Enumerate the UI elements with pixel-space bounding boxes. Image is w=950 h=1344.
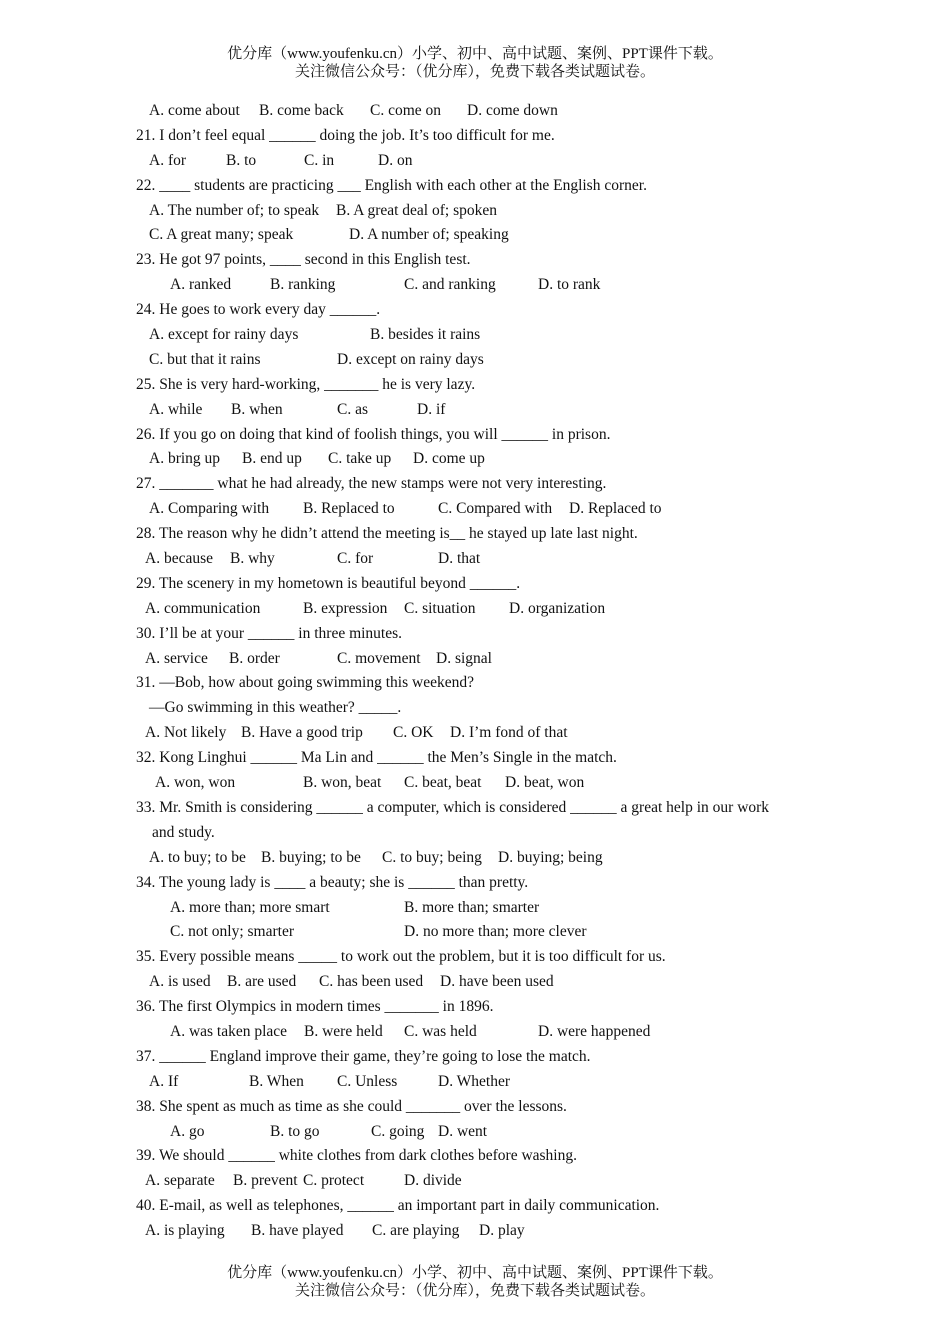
answer-option: C. are playing xyxy=(372,1222,460,1240)
answer-option: B. A great deal of; spoken xyxy=(336,201,497,219)
answer-option: B. more than; smarter xyxy=(404,898,540,916)
answer-options-row xyxy=(136,970,836,995)
question-text: 24. He goes to work every day ______. xyxy=(136,301,381,319)
question-text: 37. ______ England improve their game, they’re going to lose the match. xyxy=(136,1047,591,1065)
answer-option: A. except for rainy days xyxy=(149,326,299,344)
header-line-2: 关注微信公众号：（优分库），免费下载各类试题试卷。 xyxy=(294,64,655,80)
question-text: 40. E-mail, as well as telephones, ______ an important part in daily communication. xyxy=(136,1197,660,1215)
answer-option: B. when xyxy=(231,400,283,418)
answer-options-row xyxy=(136,1020,836,1045)
answer-option: A. more than; more smart xyxy=(170,898,330,916)
answer-option: A. The number of; to speak xyxy=(149,201,320,219)
answer-option: C. to buy; being xyxy=(382,848,482,866)
answer-option: D. were happened xyxy=(538,1022,651,1040)
answer-option: D. I’m fond of that xyxy=(450,724,568,742)
question-text: 31. —Bob, how about going swimming this weekend? xyxy=(136,674,474,692)
answer-option: D. A number of; speaking xyxy=(349,226,509,244)
answer-options-row xyxy=(136,896,836,921)
page-header xyxy=(0,45,950,81)
answer-option: B. besides it rains xyxy=(370,326,481,344)
answer-option: C. was held xyxy=(404,1022,477,1040)
answer-option: A. while xyxy=(149,400,203,418)
answer-options-row xyxy=(136,846,836,871)
answer-option: A. come about xyxy=(149,102,240,119)
answer-option: A. ranked xyxy=(170,276,232,294)
answer-option: D. have been used xyxy=(440,973,554,991)
answer-option: D. signal xyxy=(436,649,492,667)
answer-option: B. have played xyxy=(251,1222,344,1240)
answer-options-row xyxy=(136,721,836,746)
answer-options-row xyxy=(136,199,836,224)
answer-option: C. come on xyxy=(370,102,442,119)
answer-option: D. no more than; more clever xyxy=(404,923,587,941)
answer-option: D. went xyxy=(438,1122,488,1140)
question-text: 34. The young lady is ____ a beauty; she is ______ than pretty. xyxy=(136,873,529,891)
answer-option: D. come down xyxy=(467,102,558,119)
answer-options-row xyxy=(136,1169,836,1194)
answer-option: D. that xyxy=(438,550,481,568)
answer-option: A. to buy; to be xyxy=(149,848,246,866)
answer-option: A. service xyxy=(145,649,208,667)
answer-option: C. take up xyxy=(328,450,392,468)
answer-option: B. expression xyxy=(303,599,388,617)
answer-option: B. won, beat xyxy=(303,774,382,792)
question-text: 35. Every possible means _____ to work out the problem, but it is too difficult for us. xyxy=(136,948,666,966)
answer-option: D. come up xyxy=(413,450,485,468)
question-text: 38. She spent as much as time as she could _______ over the lessons. xyxy=(136,1097,567,1115)
answer-options-row xyxy=(136,497,836,522)
answer-option: D. Whether xyxy=(438,1072,511,1090)
answer-option: D. Replaced to xyxy=(569,500,662,518)
question-text: 26. If you go on doing that kind of foolish things, you will ______ in prison. xyxy=(136,425,611,443)
question-text: and study. xyxy=(152,823,215,841)
answer-options-row xyxy=(136,149,836,174)
answer-options-row xyxy=(136,223,836,248)
answer-option: C. not only; smarter xyxy=(170,923,294,941)
answer-option: A. for xyxy=(149,151,187,169)
answer-options-row xyxy=(136,273,836,298)
answer-option: B. come back xyxy=(259,102,344,119)
answer-option: C. A great many; speak xyxy=(149,226,294,244)
page-footer xyxy=(0,1264,950,1300)
answer-option: C. and ranking xyxy=(404,276,496,294)
answer-options-row xyxy=(136,447,836,472)
answer-option: B. When xyxy=(249,1072,304,1090)
answer-option: A. is playing xyxy=(145,1222,225,1240)
answer-option: B. why xyxy=(230,550,275,568)
answer-option: A. bring up xyxy=(149,450,221,468)
question-text: 32. Kong Linghui ______ Ma Lin and ______ the Men’s Single in the match. xyxy=(136,749,617,767)
answer-options-row xyxy=(136,323,836,348)
answer-option: B. order xyxy=(229,649,280,667)
answer-option: C. going xyxy=(371,1122,425,1140)
answer-option: A. go xyxy=(170,1122,205,1140)
answer-option: B. Replaced to xyxy=(303,500,395,518)
answer-options-row xyxy=(136,1120,836,1145)
answer-options-row xyxy=(136,1219,836,1244)
answer-option: B. ranking xyxy=(270,276,336,294)
answer-option: C. in xyxy=(304,151,335,169)
question-text: 25. She is very hard-working, _______ he is very lazy. xyxy=(136,375,476,393)
answer-option: C. OK xyxy=(393,724,434,742)
answer-options-row xyxy=(136,547,836,572)
answer-options-row xyxy=(136,348,836,373)
question-text: 36. The first Olympics in modern times _______ in 1896. xyxy=(136,998,494,1016)
answer-option: B. are used xyxy=(227,973,297,991)
answer-option: B. Have a good trip xyxy=(241,724,363,742)
answer-option: A. was taken place xyxy=(170,1022,288,1040)
answer-option: D. buying; being xyxy=(498,848,603,866)
answer-option: C. for xyxy=(337,550,374,568)
answer-option: D. beat, won xyxy=(505,774,585,792)
answer-option: D. if xyxy=(417,400,446,418)
question-text: 23. He got 97 points, ____ second in this English test. xyxy=(136,251,471,269)
answer-options-row xyxy=(136,597,836,622)
answer-options-row xyxy=(136,398,836,423)
answer-option: B. buying; to be xyxy=(261,848,361,866)
answer-option: C. situation xyxy=(404,599,476,617)
answer-option: D. except on rainy days xyxy=(337,350,484,368)
question-text: 33. Mr. Smith is considering ______ a computer, which is considered ______ a great help in our work xyxy=(136,798,770,816)
question-text: 28. The reason why he didn’t attend the meeting is__ he stayed up late last night. xyxy=(136,525,638,543)
answer-option: C. Unless xyxy=(337,1072,398,1090)
answer-option: C. Compared with xyxy=(438,500,553,518)
answer-options-row xyxy=(136,771,836,796)
answer-option: A. communication xyxy=(145,599,261,617)
answer-option: C. but that it rains xyxy=(149,350,261,368)
answer-option: B. end up xyxy=(242,450,302,468)
answer-options-row xyxy=(136,99,836,124)
answer-option: C. has been used xyxy=(319,973,424,991)
question-text: —Go swimming in this weather? _____. xyxy=(149,699,402,717)
answer-option: B. prevent xyxy=(233,1172,298,1190)
answer-option: A. Comparing with xyxy=(149,500,270,518)
answer-option: D. organization xyxy=(509,599,606,617)
answer-option: D. play xyxy=(479,1222,525,1240)
question-text: 27. _______ what he had already, the new stamps were not very interesting. xyxy=(136,475,607,493)
footer-line-2: 关注微信公众号：（优分库），免费下载各类试题试卷。 xyxy=(294,1283,655,1299)
answer-option: C. as xyxy=(337,400,368,418)
answer-option: A. is used xyxy=(149,973,211,991)
answer-option: B. to go xyxy=(270,1122,320,1140)
header-line-1: 优分库（www.youfenku.cn）小学、初中、高中试题、案例、PPT课件下载。 xyxy=(227,46,723,62)
question-text: 21. I don’t feel equal ______ doing the job. It’s too difficult for me. xyxy=(136,126,555,144)
answer-option: D. divide xyxy=(404,1172,462,1190)
answer-options-row xyxy=(136,1070,836,1095)
answer-options-row xyxy=(136,647,836,672)
answer-option: C. protect xyxy=(303,1172,365,1190)
answer-option: A. won, won xyxy=(155,774,236,792)
answer-option: A. because xyxy=(145,550,213,568)
answer-option: B. were held xyxy=(304,1022,383,1040)
answer-option: B. to xyxy=(226,151,257,169)
answer-option: D. to rank xyxy=(538,276,601,294)
answer-option: A. Not likely xyxy=(145,724,227,742)
answer-option: C. beat, beat xyxy=(404,774,482,792)
footer-line-1: 优分库（www.youfenku.cn）小学、初中、高中试题、案例、PPT课件下载。 xyxy=(227,1265,723,1281)
answer-options-row xyxy=(136,920,836,945)
answer-option: C. movement xyxy=(337,649,421,667)
answer-option: A. separate xyxy=(145,1172,215,1190)
exam-content xyxy=(136,99,836,1244)
question-text: 39. We should ______ white clothes from dark clothes before washing. xyxy=(136,1147,577,1165)
answer-option: D. on xyxy=(378,151,413,169)
question-text: 22. ____ students are practicing ___ English with each other at the English corner. xyxy=(136,176,647,194)
question-text: 29. The scenery in my hometown is beautiful beyond ______. xyxy=(136,574,521,592)
answer-option: A. If xyxy=(149,1072,179,1090)
question-text: 30. I’ll be at your ______ in three minutes. xyxy=(136,624,403,642)
